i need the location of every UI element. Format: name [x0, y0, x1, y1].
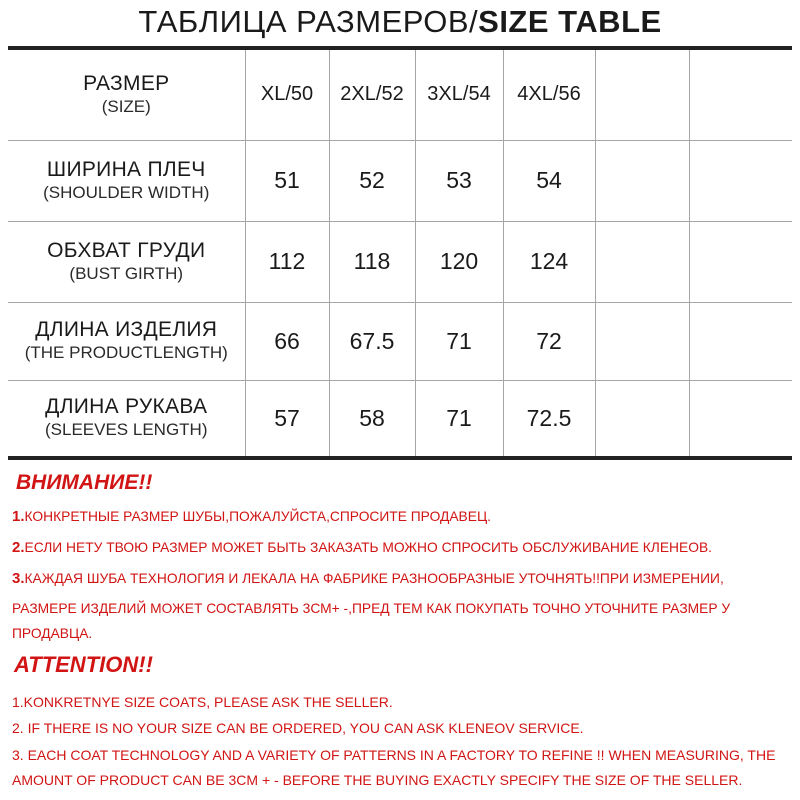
row-label-ru: ОБХВАТ ГРУДИ [47, 238, 206, 262]
table-row-product-length [8, 302, 792, 380]
table-cell [595, 50, 689, 140]
row-label-en: (SLEEVES LENGTH) [45, 420, 208, 440]
table-cell [689, 221, 792, 302]
table-row-sleeves-length [8, 380, 792, 456]
row-label [8, 302, 245, 380]
ru-note-1 [12, 508, 491, 525]
ru-note-3-cont: ПРОДАВЦА. [12, 626, 93, 641]
en-note-2: 2. IF THERE IS NO YOUR SIZE CAN BE ORDERED, YOU CAN ASK KLENEOV SERVICE. [12, 720, 584, 736]
table-cell [689, 140, 792, 221]
en-note-3-cont: AMOUNT OF PRODUCT CAN BE 3CM + - BEFORE THE BUYING EXACTLY SPECIFY THE SIZE OF THE SELLER. [12, 772, 743, 788]
attention-heading-ru: ВНИМАНИЕ!! [16, 471, 153, 494]
table-cell: 58 [329, 380, 415, 456]
row-label-en: (SHOULDER WIDTH) [43, 182, 210, 202]
table-cell: 3XL/54 [415, 50, 503, 140]
row-label-ru: ДЛИНА РУКАВА [45, 395, 208, 419]
table-row-shoulder-width [8, 140, 792, 221]
table-cell [595, 221, 689, 302]
row-label [8, 221, 245, 302]
row-label [8, 140, 245, 221]
table-cell: 124 [503, 221, 595, 302]
en-note-1: 1.KONKRETNYE SIZE COATS, PLEASE ASK THE SELLER. [12, 694, 393, 710]
table-cell [689, 50, 792, 140]
table-cell: 112 [245, 221, 329, 302]
row-label [8, 50, 245, 140]
table-cell: 72.5 [503, 380, 595, 456]
row-label-en: (SIZE) [101, 96, 151, 116]
note-number: 3. [12, 570, 25, 587]
size-table [8, 50, 792, 456]
attention-heading-en: ATTENTION!! [14, 652, 153, 677]
table-cell: 66 [245, 302, 329, 380]
title-en: SIZE TABLE [478, 4, 662, 39]
row-label-ru: ШИРИНА ПЛЕЧ [46, 157, 206, 181]
ru-note-3 [12, 570, 724, 587]
note-number: 1. [12, 508, 25, 525]
note-number: 2. [12, 539, 25, 556]
row-label-ru: ДЛИНА ИЗДЕЛИЯ [35, 318, 218, 341]
table-cell: 53 [415, 140, 503, 221]
table-cell: 67.5 [329, 302, 415, 380]
table-cell: 72 [503, 302, 595, 380]
row-label-ru: РАЗМЕР [83, 71, 170, 95]
table-cell [689, 302, 792, 380]
table-cell: 4XL/56 [503, 50, 595, 140]
ru-note-3-cont: РАЗМЕРЕ ИЗДЕЛИЙ МОЖЕТ СОСТАВЛЯТЬ 3СМ+ -,ПРЕД ТЕМ КАК ПОКУПАТЬ ТОЧНО УТОЧНИТЕ РАЗМЕР У [12, 601, 731, 616]
bottom-divider [8, 456, 792, 460]
table-cell: 118 [329, 221, 415, 302]
table-cell: 51 [245, 140, 329, 221]
row-label [8, 380, 245, 456]
ru-note-2 [12, 539, 712, 556]
table-row-size [8, 50, 792, 140]
table-cell [595, 302, 689, 380]
note-text: КАЖДАЯ ШУБА ТЕХНОЛОГИЯ И ЛЕКАЛА НА ФАБРИКЕ РАЗНООБРАЗНЫЕ УТОЧНЯТЬ!!ПРИ ИЗМЕРЕНИИ, [24, 571, 724, 586]
page-title [0, 4, 800, 40]
row-label-en: (THE PRODUCTLENGTH) [24, 343, 228, 362]
table-cell: 71 [415, 380, 503, 456]
table-cell: 52 [329, 140, 415, 221]
table-cell: 2XL/52 [329, 50, 415, 140]
row-label-en: (BUST GIRTH) [69, 263, 184, 283]
note-text: КОНКРЕТНЫЕ РАЗМЕР ШУБЫ,ПОЖАЛУЙСТА,СПРОСИТЕ ПРОДАВЕЦ. [24, 509, 492, 524]
en-note-3: 3. EACH COAT TECHNOLOGY AND A VARIETY OF PATTERNS IN A FACTORY TO REFINE !! WHEN MEASURING, THE [12, 747, 776, 763]
table-cell [595, 380, 689, 456]
table-cell [689, 380, 792, 456]
note-text: ЕСЛИ НЕТУ ТВОЮ РАЗМЕР МОЖЕТ БЫТЬ ЗАКАЗАТЬ МОЖНО СПРОСИТЬ ОБСЛУЖИВАНИЕ КЛЕНЕОВ. [24, 540, 712, 555]
table-cell: 54 [503, 140, 595, 221]
table-cell: 57 [245, 380, 329, 456]
table-cell [595, 140, 689, 221]
table-cell: 120 [415, 221, 503, 302]
title-ru: ТАБЛИЦА РАЗМЕРОВ/ [138, 4, 479, 39]
table-cell: XL/50 [245, 50, 329, 140]
table-cell: 71 [415, 302, 503, 380]
table-row-bust-girth [8, 221, 792, 302]
